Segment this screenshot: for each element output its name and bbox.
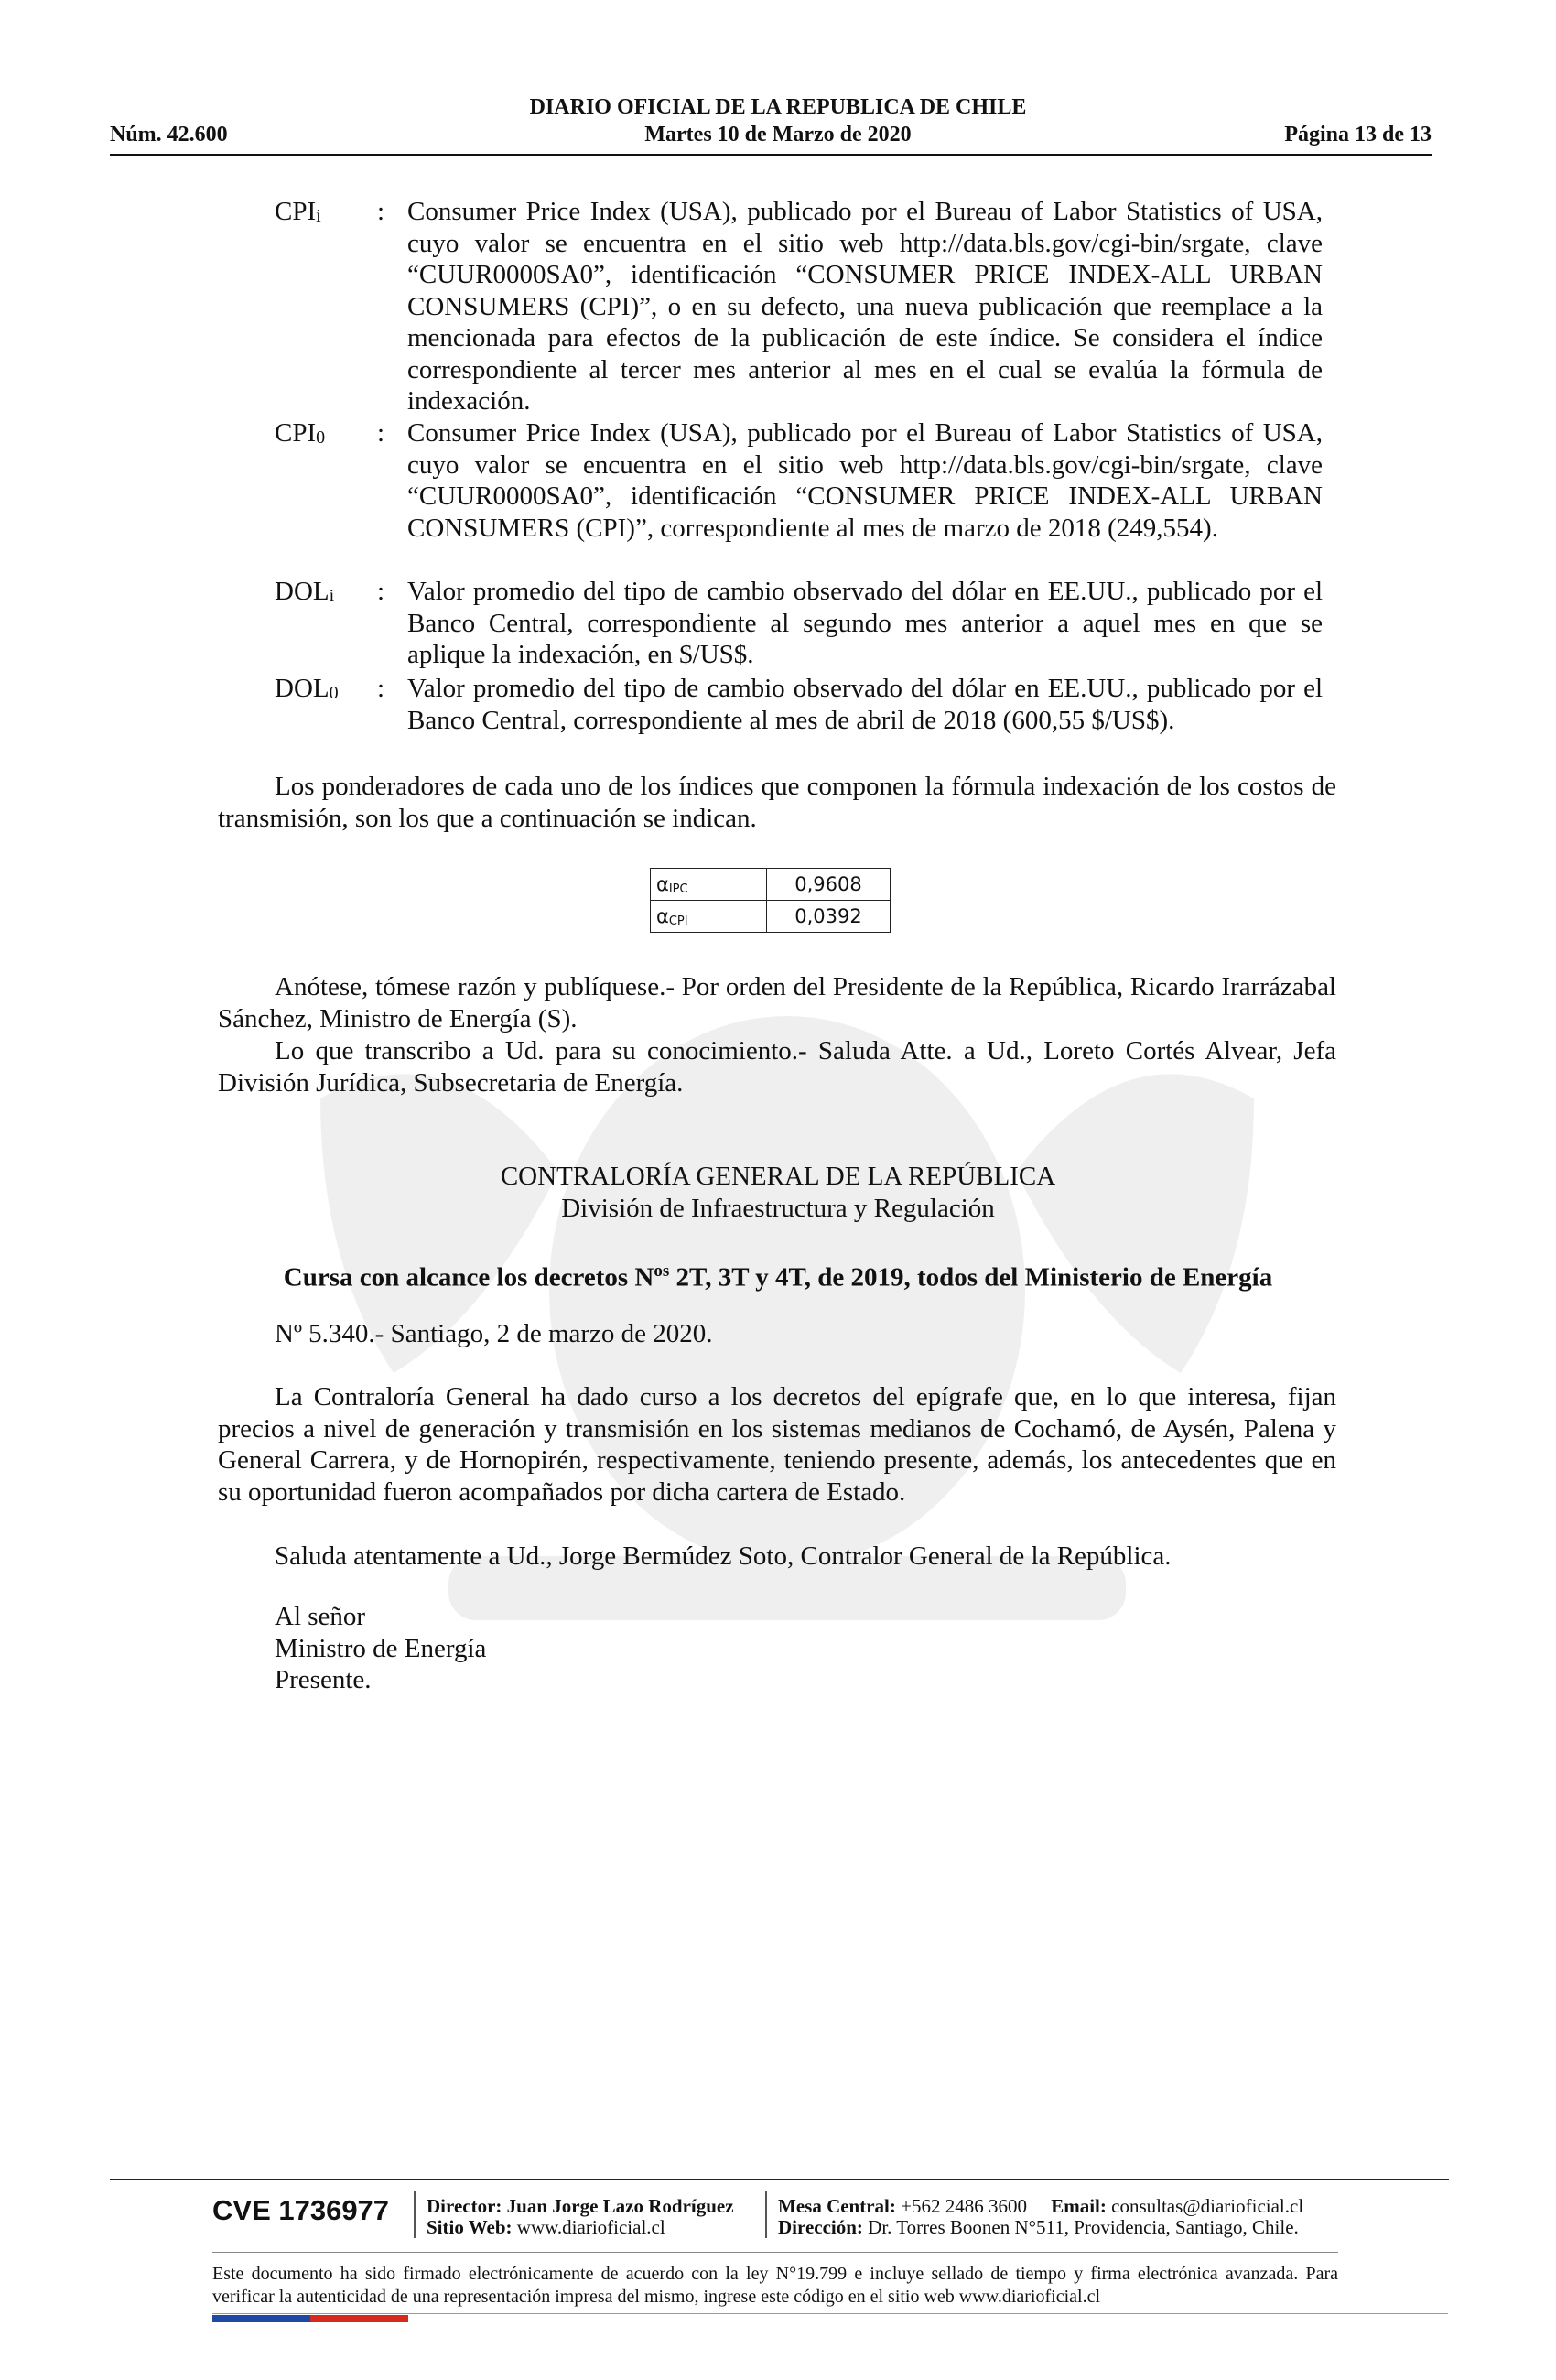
definition-description: Consumer Price Index (USA), publicado por el Bureau of Labor Statistics of USA, cuyo valor se encuentra en el sitio web http://data.bls.gov/cgi-bin/srgate, clave “CUUR0000SA0”, identificación “CONSUMER PRICE INDEX-ALL URBAN CONSUMERS (CPI)”, o en su defecto, una nueva publicación que reemplace a la mencionada para efectos de la publicación de este índice. Se considera el índice correspondiente al tercer mes anterior al mes en el cual se evalúa la fórmula de indexación. (407, 197, 1323, 416)
email-link[interactable]: consultas@diarioficial.cl (1111, 2195, 1304, 2217)
definition-colon: : (377, 674, 385, 703)
definition-description: Valor promedio del tipo de cambio observado del dólar en EE.UU., publicado por el Banco Central, correspondiente al mes de abril de 2018 (600,55 $/US$). (407, 674, 1323, 735)
newspaper-title: DIARIO OFICIAL DE LA REPUBLICA DE CHILE (529, 95, 1027, 119)
definition-colon: : (377, 197, 385, 226)
footer-contact: Mesa Central: +562 2486 3600 Email: consultas@diarioficial.cl (778, 2195, 1304, 2217)
closing-paragraph-2: Lo que transcribo a Ud. para su conocimiento.- Saluda Atte. a Ud., Loreto Cortés Alvear, Jefa División Jurídica, Subsecretaria de Energía. (218, 1036, 1336, 1098)
weight-value: 0,9608 (767, 869, 891, 901)
issue-number: Núm. 42.600 (110, 123, 228, 146)
contraloria-body: La Contraloría General ha dado curso a los decretos del epígrafe que, en lo que interesa, fijan precios a nivel de generación y transmisión en los sistemas medianos de Cochamó, de Aysén, Palena y General Carrera, y de Hornopirén, respectivamente, teniendo presente, además, los antecedentes que en su oportunidad fueron acompañados por dicha cartera de Estado. (218, 1382, 1336, 1507)
definition-cpi-0 (275, 417, 1323, 544)
addressee-line-3: Presente. (275, 1665, 372, 1694)
definition-description: Valor promedio del tipo de cambio observado del dólar en EE.UU., publicado por el Banco Central, correspondiente al segundo mes anterior a aquel mes en que se aplique la indexación, en $/US$. (407, 577, 1323, 669)
footer-director: Director: Juan Jorge Lazo Rodríguez (427, 2195, 734, 2217)
contraloria-org: CONTRALORÍA GENERAL DE LA REPÚBLICA (500, 1162, 1056, 1191)
definition-term: $DOL_i$ (275, 577, 335, 606)
table-row (651, 869, 891, 901)
footer-separator (414, 2191, 416, 2238)
website-link[interactable]: www.diarioficial.cl (516, 2216, 665, 2238)
weight-value: 0,0392 (767, 901, 891, 933)
footer-divider-top (110, 2179, 1449, 2180)
definition-term: $DOL_0$ (275, 674, 339, 703)
footer-divider-bottom (212, 2313, 1448, 2314)
closing-paragraph-1: Anótese, tómese razón y publíquese.- Por orden del Presidente de la República, Ricardo Irarrázabal Sánchez, Ministro de Energía (S). (218, 972, 1336, 1033)
page-indicator: Página 13 de 13 (1284, 123, 1432, 146)
flag-stripe-red (310, 2315, 408, 2322)
addressee-line-1: Al señor (275, 1602, 366, 1631)
table-row (651, 901, 891, 933)
contraloria-division: División de Infraestructura y Regulación (561, 1194, 995, 1223)
definition-cpi-i (275, 196, 1323, 417)
definition-term: $CPI_i$ (275, 197, 321, 226)
footer-website: Sitio Web: www.diarioficial.cl (427, 2216, 665, 2238)
ponderadores-paragraph: Los ponderadores de cada uno de los índices que componen la fórmula indexación de los costos de transmisión, son los que a continuación se indican. (218, 772, 1336, 833)
definition-colon: : (377, 577, 385, 606)
definition-dol-0 (275, 673, 1323, 736)
contraloria-signoff: Saluda atentamente a Ud., Jorge Bermúdez Soto, Contralor General de la República. (275, 1542, 1172, 1571)
weights-table (650, 868, 891, 933)
addressee-line-2: Ministro de Energía (275, 1634, 487, 1663)
footer-address: Dirección: Dr. Torres Boonen N°511, Providencia, Santiago, Chile. (778, 2216, 1299, 2238)
footer-legal-notice: Este documento ha sido firmado electrónicamente de acuerdo con la ley N°19.799 e incluye sellado de tiempo y firma electrónica avanzada. Para verificar la autenticidad de una representación impresa del mismo, ingrese este código en el sitio web www.diarioficial.cl (212, 2264, 1338, 2307)
definition-description: Consumer Price Index (USA), publicado por el Bureau of Labor Statistics of USA, cuyo valor se encuentra en el sitio web http://data.bls.gov/cgi-bin/srgate, clave “CUUR0000SA0”, identificación “CONSUMER PRICE INDEX-ALL URBAN CONSUMERS (CPI)”, correspondiente al mes de marzo de 2018 (249,554). (407, 418, 1323, 543)
resolution-number: Nº 5.340.- Santiago, 2 de marzo de 2020. (275, 1319, 713, 1348)
definition-term: $CPI_0$ (275, 418, 326, 448)
section-title: Cursa con alcance los decretos $N^{os}$ 2T, 3T y 4T, de 2019, todos del Ministerio de Energía (283, 1261, 1273, 1293)
flag-stripe-blue (212, 2315, 310, 2322)
weight-symbol: $\alpha_{IPC}$ (651, 869, 767, 901)
definition-dol-i (275, 576, 1323, 671)
header-divider (110, 154, 1432, 156)
definition-colon: : (377, 418, 385, 448)
cve-code: CVE 1736977 (212, 2194, 390, 2226)
footer-divider-mid (212, 2252, 1338, 2253)
footer-separator (765, 2191, 767, 2238)
weight-symbol: $\alpha_{CPI}$ (651, 901, 767, 933)
issue-date: Martes 10 de Marzo de 2020 (644, 123, 912, 146)
